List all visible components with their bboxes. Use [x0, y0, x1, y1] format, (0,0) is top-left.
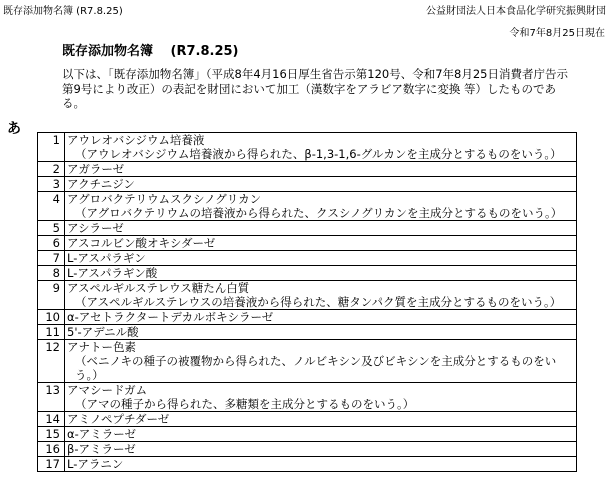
item-cell: [65, 177, 577, 192]
item-name: アガラーゼ: [67, 162, 125, 176]
table-row: [38, 236, 577, 251]
item-name: L-アスパラギン: [67, 251, 146, 265]
header-doc-label: 既存添加物名簿 (R7.8.25): [3, 6, 123, 17]
item-number: 12: [38, 340, 65, 383]
item-description: （アグロバクテリウムの培養液から得られた、クスシノグリカンを主成分とするものをいう。）: [75, 206, 563, 220]
item-cell: [65, 310, 577, 325]
item-number: 7: [38, 251, 65, 266]
item-description: （アウレオバシジウム培養液から得られた、β-1,3-1,6-グルカンを主成分とするものをいう。）: [75, 147, 562, 161]
item-number: 8: [38, 266, 65, 281]
item-number: 11: [38, 325, 65, 340]
item-name: アスコルビン酸オキシダーゼ: [67, 236, 216, 250]
item-cell: [65, 457, 577, 472]
item-number: 17: [38, 457, 65, 472]
table-row: [38, 221, 577, 236]
item-name: 5'-アデニル酸: [67, 325, 139, 339]
item-number: 10: [38, 310, 65, 325]
item-cell: [65, 340, 577, 383]
table-row: [38, 281, 577, 310]
item-number: 6: [38, 236, 65, 251]
item-cell: [65, 427, 577, 442]
item-cell: [65, 325, 577, 340]
item-cell: [65, 383, 577, 412]
item-name: β-アミラーゼ: [67, 442, 136, 456]
item-name: アナトー色素: [67, 340, 136, 354]
table-row: [38, 251, 577, 266]
as-of-date: 令和7年8月25日現在: [509, 28, 605, 39]
item-name: L-アラニン: [67, 457, 124, 471]
item-name: L-アスパラギン酸: [67, 266, 158, 280]
table-row: [38, 457, 577, 472]
table-row: [38, 310, 577, 325]
item-name: アマシードガム: [67, 383, 148, 397]
item-cell: [65, 281, 577, 310]
item-number: 13: [38, 383, 65, 412]
item-number: 5: [38, 221, 65, 236]
item-cell: [65, 442, 577, 457]
item-number: 15: [38, 427, 65, 442]
table-row: [38, 133, 577, 162]
item-number: 14: [38, 412, 65, 427]
item-number: 2: [38, 162, 65, 177]
item-cell: [65, 133, 577, 162]
table-row: [38, 442, 577, 457]
table-row: [38, 427, 577, 442]
item-description: （アマの種子から得られた、多糖類を主成分とするものをいう。）: [75, 397, 415, 411]
item-name: アグロバクテリウムスクシノグリカン: [67, 192, 262, 206]
table-row: [38, 325, 577, 340]
table-row: [38, 412, 577, 427]
table-row: [38, 177, 577, 192]
table-row: [38, 192, 577, 221]
table-row: [38, 383, 577, 412]
item-name: アウレオバシジウム培養液: [67, 133, 205, 147]
section-heading: あ: [7, 121, 21, 137]
page-title: 既存添加物名簿 (R7.8.25): [62, 44, 239, 59]
header-organization: 公益財団法人日本食品化学研究振興財団: [426, 6, 606, 17]
item-number: 16: [38, 442, 65, 457]
item-cell: [65, 251, 577, 266]
table-row: [38, 340, 577, 383]
item-name: α-アミラーゼ: [67, 427, 136, 441]
item-cell: [65, 412, 577, 427]
item-cell: [65, 266, 577, 281]
item-number: 3: [38, 177, 65, 192]
item-name: アクチニジン: [67, 177, 135, 191]
table-row: [38, 162, 577, 177]
item-cell: [65, 236, 577, 251]
item-name: アスペルギルステレウス糖たん白質: [67, 281, 250, 295]
item-number: 4: [38, 192, 65, 221]
item-description: （アスペルギルステレウスの培養液から得られた、糖タンパク質を主成分とするものをいう。）: [75, 295, 562, 309]
additive-table: [37, 132, 577, 472]
item-name: アシラーゼ: [67, 221, 124, 235]
item-number: 1: [38, 133, 65, 162]
item-description: （ベニノキの種子の被覆物から得られた、ノルビキシン及びビキシンを主成分とするものをいう。）: [75, 354, 557, 382]
intro-paragraph: 以下は、「既存添加物名簿」（平成8年4月16日厚生省告示第120号、令和7年8月25日消費者庁告示第9号により改正）の表記を財団において加工（漢数字をアラビア数字に変換 等）したものである。: [62, 67, 568, 110]
item-cell: [65, 221, 577, 236]
item-number: 9: [38, 281, 65, 310]
item-name: α-アセトラクタートデカルボキシラーゼ: [67, 310, 274, 324]
item-cell: [65, 192, 577, 221]
table-row: [38, 266, 577, 281]
item-name: アミノペプチダーゼ: [67, 412, 170, 426]
item-cell: [65, 162, 577, 177]
